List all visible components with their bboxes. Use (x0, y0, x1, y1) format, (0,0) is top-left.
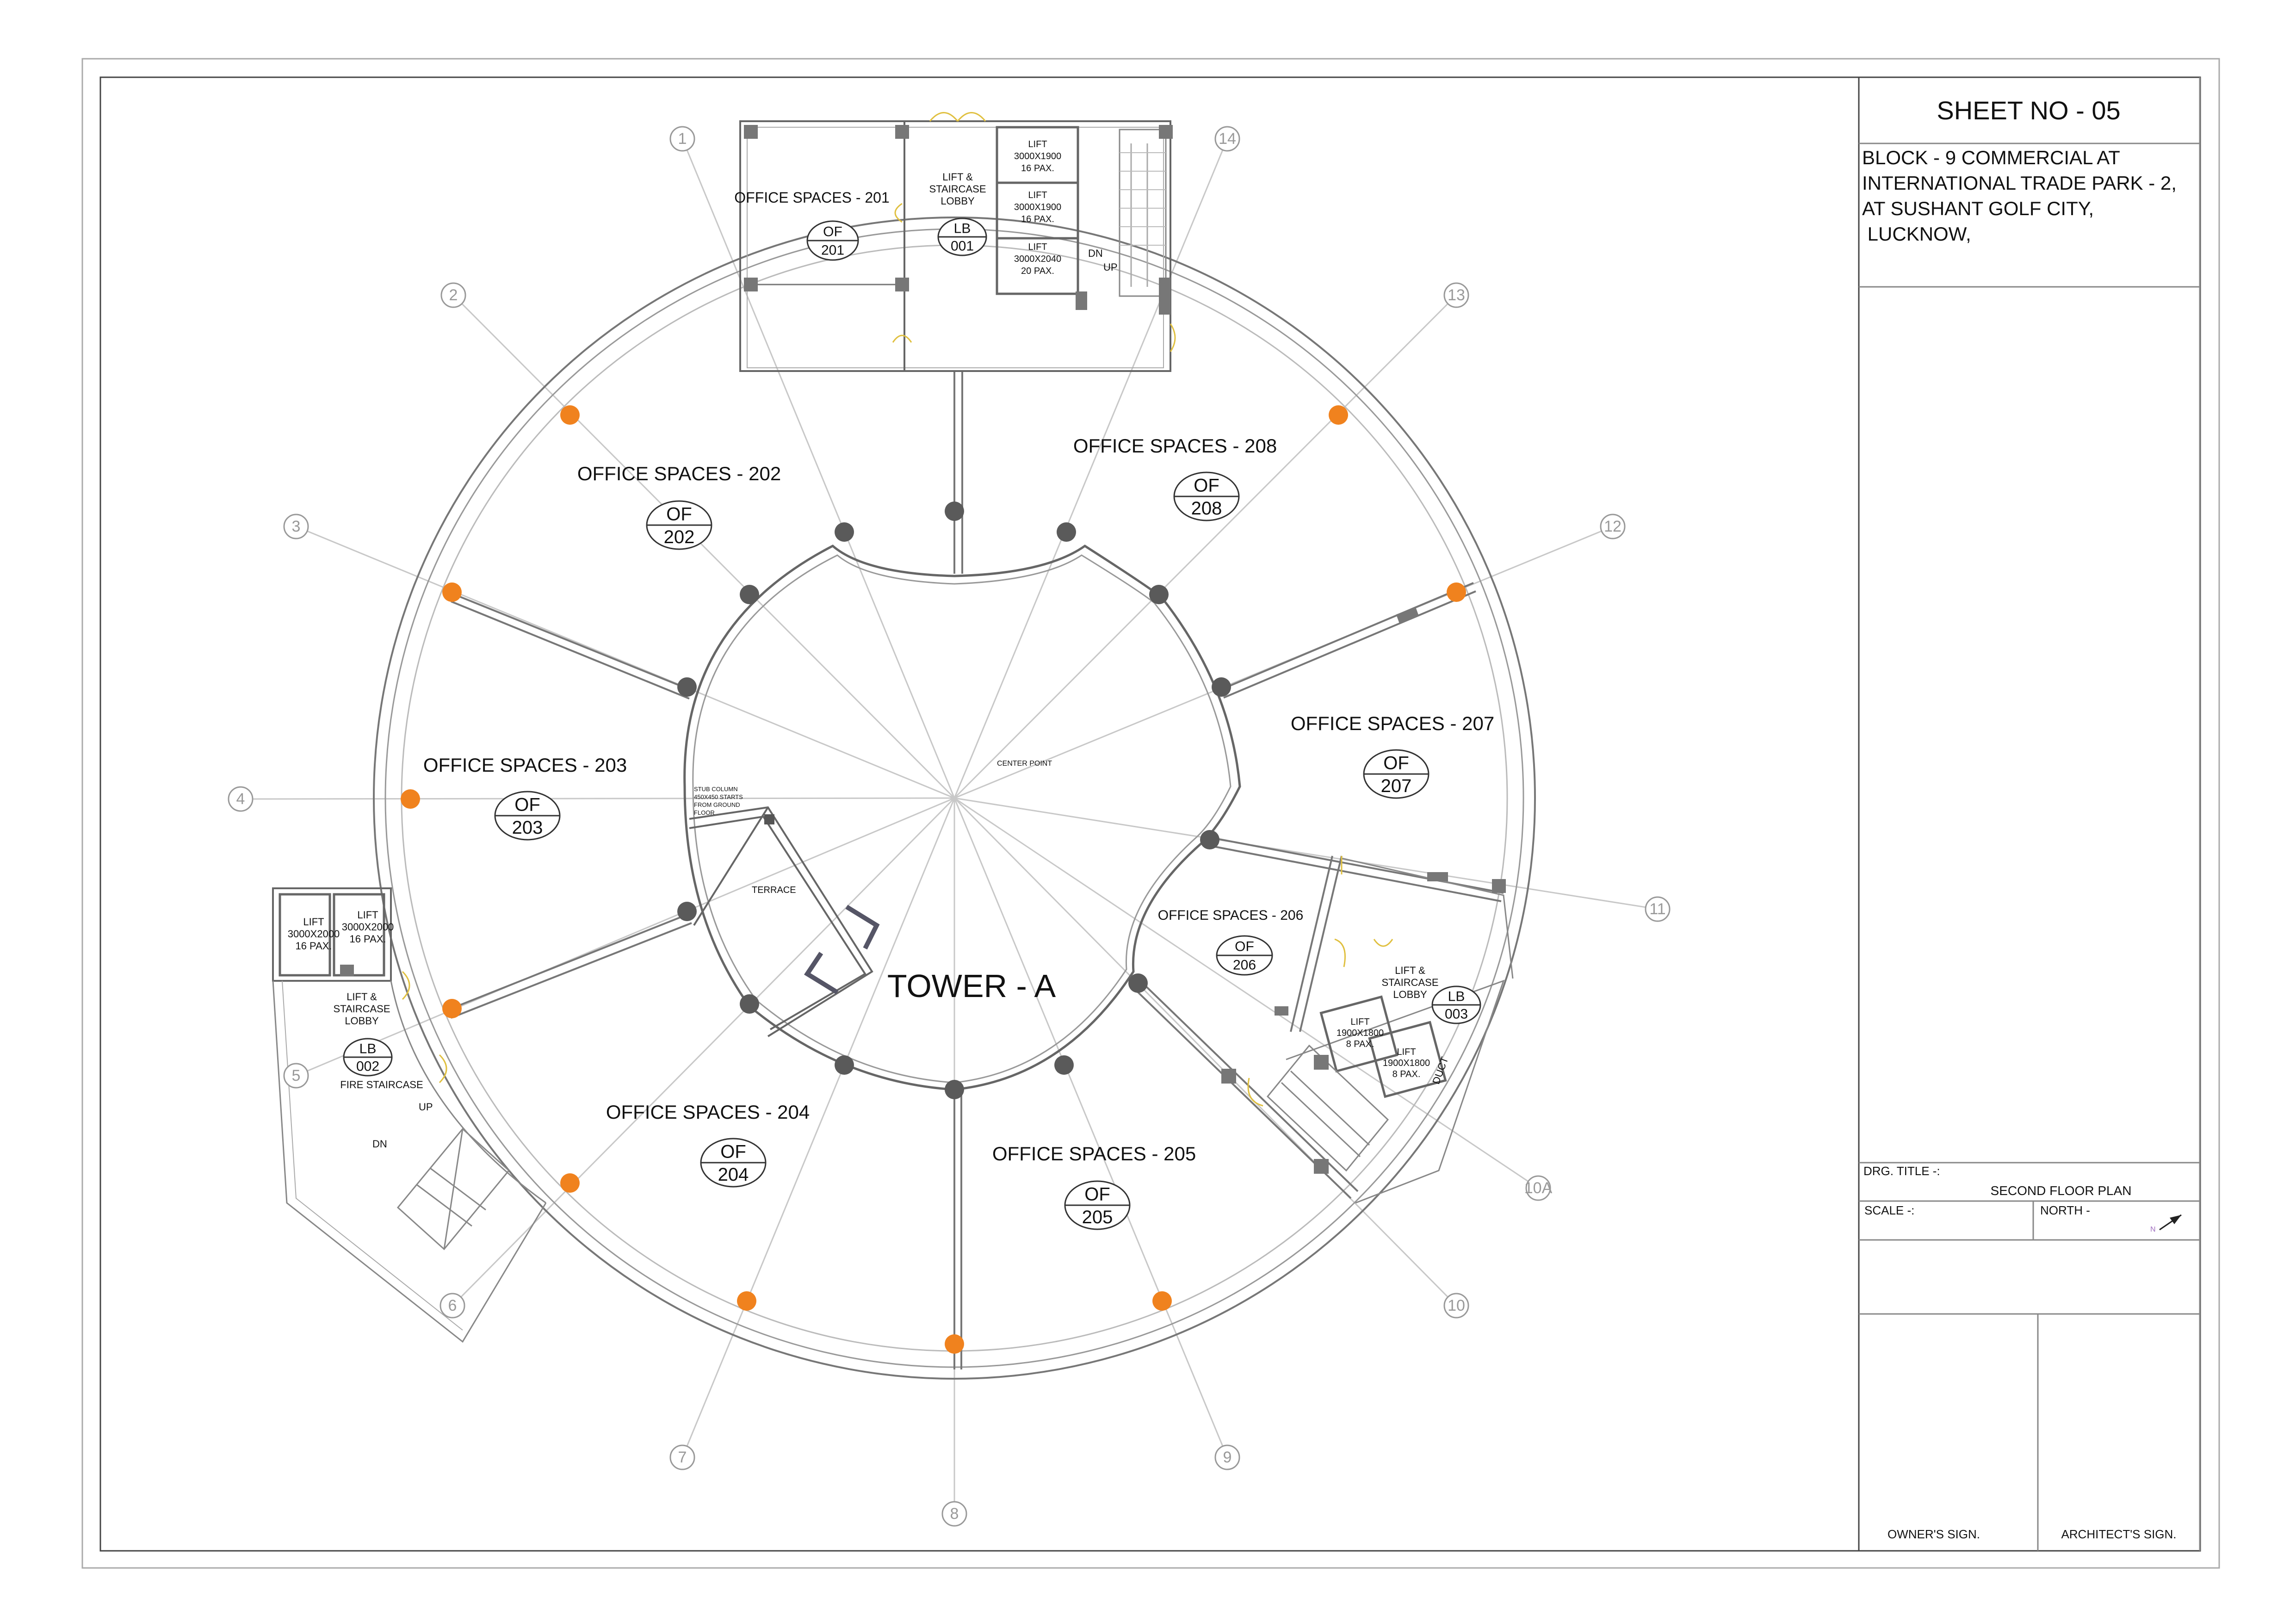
office-label: OFFICE SPACES - 203 (423, 754, 627, 776)
column (1149, 585, 1169, 604)
office-tag (1065, 1181, 1130, 1229)
lobby-tag (344, 1039, 392, 1076)
grid-label: 8 (950, 1505, 959, 1523)
office-label: OFFICE SPACES - 202 (577, 463, 781, 484)
column (1128, 973, 1148, 993)
svg-text:N: N (2150, 1226, 2156, 1233)
column (945, 502, 964, 521)
grid-label: 4 (236, 790, 245, 808)
lift-label-line: LIFT (357, 909, 378, 921)
grid-bubble-11 (1646, 897, 1670, 921)
office-tag-number: 206 (1232, 957, 1256, 973)
lift-label-line: LIFT (1350, 1017, 1370, 1027)
office-tag-top: OF (514, 794, 540, 815)
office-206 (1158, 908, 1304, 975)
lift-label-line: LIFT (1028, 190, 1047, 200)
office-tag (647, 501, 712, 549)
office-tag-top: OF (666, 504, 692, 525)
office-203 (423, 754, 627, 840)
column-orange (1329, 405, 1348, 425)
dn-label-left: DN (372, 1138, 387, 1150)
office-tag (495, 792, 560, 840)
grid-label: 12 (1604, 518, 1621, 535)
fire-staircase-label: FIRE STAIRCASE (340, 1079, 423, 1090)
office-label: OFFICE SPACES - 208 (1073, 435, 1277, 457)
project-line-3: AT SUSHANT GOLF CITY, (1862, 198, 2094, 219)
office-tag-top: OF (1084, 1184, 1110, 1205)
column (835, 522, 854, 542)
column-orange (1447, 582, 1466, 602)
lobby-tag (938, 218, 986, 255)
office-tag-number: 207 (1380, 776, 1412, 796)
grid-bubble-8 (942, 1502, 966, 1526)
project-line-4: LUCKNOW, (1862, 223, 1971, 245)
column-orange (560, 1173, 580, 1193)
lift-label-line: LIFT (303, 916, 324, 928)
lift-label-line: 8 PAX. (1346, 1039, 1374, 1049)
architect-sign-label: ARCHITECT'S SIGN. (2061, 1527, 2177, 1541)
column (1212, 677, 1231, 697)
lobby-003 (1381, 965, 1480, 1023)
grid-label: 10A (1524, 1179, 1553, 1197)
outer-sheet-border (82, 59, 2219, 1568)
column (677, 902, 697, 921)
office-208 (1073, 435, 1277, 520)
office-205 (992, 1143, 1196, 1229)
office-tag-number: 202 (663, 527, 695, 547)
lift-label (288, 916, 340, 952)
column (945, 1080, 964, 1099)
office-tag (1174, 472, 1239, 520)
office-tag-top: OF (1383, 753, 1409, 774)
grid-label: 1 (678, 130, 687, 148)
grid-label: 6 (448, 1297, 457, 1314)
column-orange (401, 789, 420, 809)
column (1200, 830, 1219, 849)
office-tag (807, 221, 858, 260)
grid-bubble-9 (1215, 1445, 1239, 1469)
lobby-label-line: LIFT & (1395, 965, 1425, 976)
terrace-block (689, 807, 877, 1036)
grid-bubble-10 (1444, 1294, 1468, 1318)
office-202 (577, 463, 781, 549)
inner-sheet-border (100, 77, 2200, 1551)
lobby-tag-number: 003 (1444, 1006, 1468, 1022)
grid-label: 5 (291, 1067, 301, 1084)
column (740, 585, 759, 604)
lift-label-line: LIFT (1028, 242, 1047, 252)
lift-label-line: 16 PAX. (349, 933, 386, 945)
column-orange (737, 1291, 756, 1311)
lift-label-line: 3000X1900 (1014, 202, 1062, 212)
lobby-label-line: STAIRCASE (333, 1003, 390, 1015)
office-tag-number: 201 (821, 242, 845, 258)
duct-label: DUCT (1430, 1055, 1451, 1086)
right-service-block (1221, 607, 1513, 1203)
office-204 (606, 1101, 810, 1187)
project-line-2: INTERNATIONAL TRADE PARK - 2, (1862, 172, 2177, 194)
office-tag-top: OF (1235, 939, 1254, 954)
lobby-tag-number: 002 (356, 1059, 380, 1074)
lobby-tag-top: LB (359, 1041, 377, 1057)
grid-bubble-1 (670, 127, 694, 151)
drawing-title-label: DRG. TITLE -: (1863, 1164, 1940, 1178)
grid-bubble-6 (440, 1294, 464, 1318)
column-orange (442, 582, 462, 602)
column-orange (560, 405, 580, 425)
office-label: OFFICE SPACES - 204 (606, 1101, 810, 1123)
grid-label: 10 (1448, 1297, 1465, 1314)
office-tag (1217, 936, 1272, 975)
lobby-tag (1432, 986, 1480, 1023)
office-tag-number: 208 (1191, 498, 1222, 519)
stub-column-note-4: FLOOR (694, 809, 715, 816)
office-tag-number: 204 (718, 1165, 749, 1185)
office-label: OFFICE SPACES - 205 (992, 1143, 1196, 1165)
lobby-label-line: LOBBY (941, 195, 975, 207)
left-service-block (273, 888, 546, 1342)
lift-label-line: 3000X1900 (1014, 151, 1062, 161)
tower-title: TOWER - A (887, 968, 1056, 1004)
office-tag-number: 205 (1082, 1207, 1113, 1227)
lift-label-line: 16 PAX. (295, 940, 332, 952)
lobby-tag-top: LB (953, 221, 971, 236)
lobby-label-line: STAIRCASE (929, 183, 986, 195)
grid-label: 11 (1649, 900, 1666, 918)
column-orange (945, 1334, 964, 1354)
grid-bubble-12 (1601, 514, 1625, 539)
office-label: OFFICE SPACES - 206 (1157, 908, 1304, 923)
up-label-top: UP (1103, 261, 1118, 273)
grid-label: 3 (291, 518, 301, 535)
stub-column-note-1: STUB COLUMN (694, 786, 738, 793)
grid-bubble-5 (284, 1064, 308, 1088)
grid-label: 2 (449, 286, 458, 304)
column (1054, 1055, 1074, 1075)
grid-bubble-2 (441, 283, 465, 307)
office-207 (1291, 712, 1494, 798)
column (677, 677, 697, 697)
lift-label-line: 16 PAX. (1021, 214, 1054, 224)
grid-label: 7 (678, 1449, 687, 1466)
grid-label: 14 (1219, 130, 1236, 148)
office-tag (1364, 750, 1429, 798)
lift-label (1014, 139, 1061, 173)
sheet-number: SHEET NO - 05 (1937, 96, 2121, 125)
lobby-tag-number: 001 (950, 238, 974, 254)
lobby-label-line: LIFT & (942, 171, 973, 183)
office-tag (701, 1139, 766, 1187)
project-line-1: BLOCK - 9 COMMERCIAL AT (1862, 147, 2120, 168)
lift-label-line: 1900X1800 (1382, 1058, 1430, 1068)
grid-label: 13 (1448, 286, 1465, 304)
lift-label-line: LIFT (1397, 1047, 1416, 1057)
grid-label: 9 (1223, 1449, 1232, 1466)
stub-column-note-3: FROM GROUND (694, 801, 740, 808)
scale-label: SCALE -: (1864, 1203, 1915, 1217)
lobby-label-line: LOBBY (1393, 989, 1427, 1000)
north-arrow-icon (2150, 1215, 2181, 1233)
partition-walls (449, 370, 1504, 1369)
lobby-001 (929, 171, 986, 255)
up-label-left: UP (419, 1101, 433, 1113)
lift-label-line: 20 PAX. (1021, 266, 1054, 276)
column (835, 1055, 854, 1075)
office-tag-top: OF (823, 224, 842, 240)
office-label: OFFICE SPACES - 207 (1290, 712, 1495, 734)
center-point-label: CENTER POINT (997, 760, 1052, 768)
lobby-002 (333, 991, 392, 1076)
lift-label-line: 16 PAX. (1021, 163, 1054, 173)
lift-label-line: 3000X2000 (341, 921, 394, 933)
grid-bubble-4 (229, 787, 253, 811)
grid-bubble-3 (284, 514, 308, 539)
lift-label (1014, 242, 1061, 276)
office-tag-top: OF (1194, 475, 1219, 496)
lift-label-line: 3000X2000 (287, 928, 340, 940)
terrace-label: TERRACE (752, 885, 796, 895)
lobby-tag-top: LB (1448, 989, 1465, 1004)
lobby-label-line: LOBBY (345, 1015, 379, 1027)
north-label: NORTH - (2040, 1203, 2090, 1217)
stub-column-note-2: 450X450 STARTS (694, 793, 743, 800)
lobby-label-line: STAIRCASE (1381, 977, 1439, 988)
lift-label-line: LIFT (1028, 139, 1047, 149)
lift-label-line: 1900X1800 (1336, 1028, 1384, 1038)
owner-sign-label: OWNER'S SIGN. (1888, 1527, 1980, 1541)
column (740, 994, 759, 1014)
column-orange (1152, 1291, 1172, 1311)
office-label: OFFICE SPACES - 201 (734, 189, 890, 206)
office-tag-number: 203 (512, 818, 543, 838)
column (1057, 522, 1076, 542)
grid-bubble-13 (1444, 283, 1468, 307)
grid-bubble-10a (1524, 1176, 1553, 1200)
dn-label-top: DN (1088, 248, 1103, 259)
lift-label-line: 3000X2040 (1014, 254, 1062, 264)
title-block (1859, 77, 2200, 1551)
grid-bubble-14 (1215, 127, 1239, 151)
lift-label (1383, 1047, 1430, 1079)
office-tag-top: OF (720, 1141, 746, 1162)
column-orange (442, 999, 462, 1018)
grid-bubble-7 (670, 1445, 694, 1469)
drawing-title: SECOND FLOOR PLAN (1990, 1183, 2132, 1198)
lobby-label-line: LIFT & (347, 991, 377, 1003)
columns (401, 405, 1466, 1354)
lift-label (1014, 190, 1061, 224)
lift-label-line: 8 PAX. (1392, 1069, 1421, 1079)
lift-label (1337, 1017, 1384, 1049)
